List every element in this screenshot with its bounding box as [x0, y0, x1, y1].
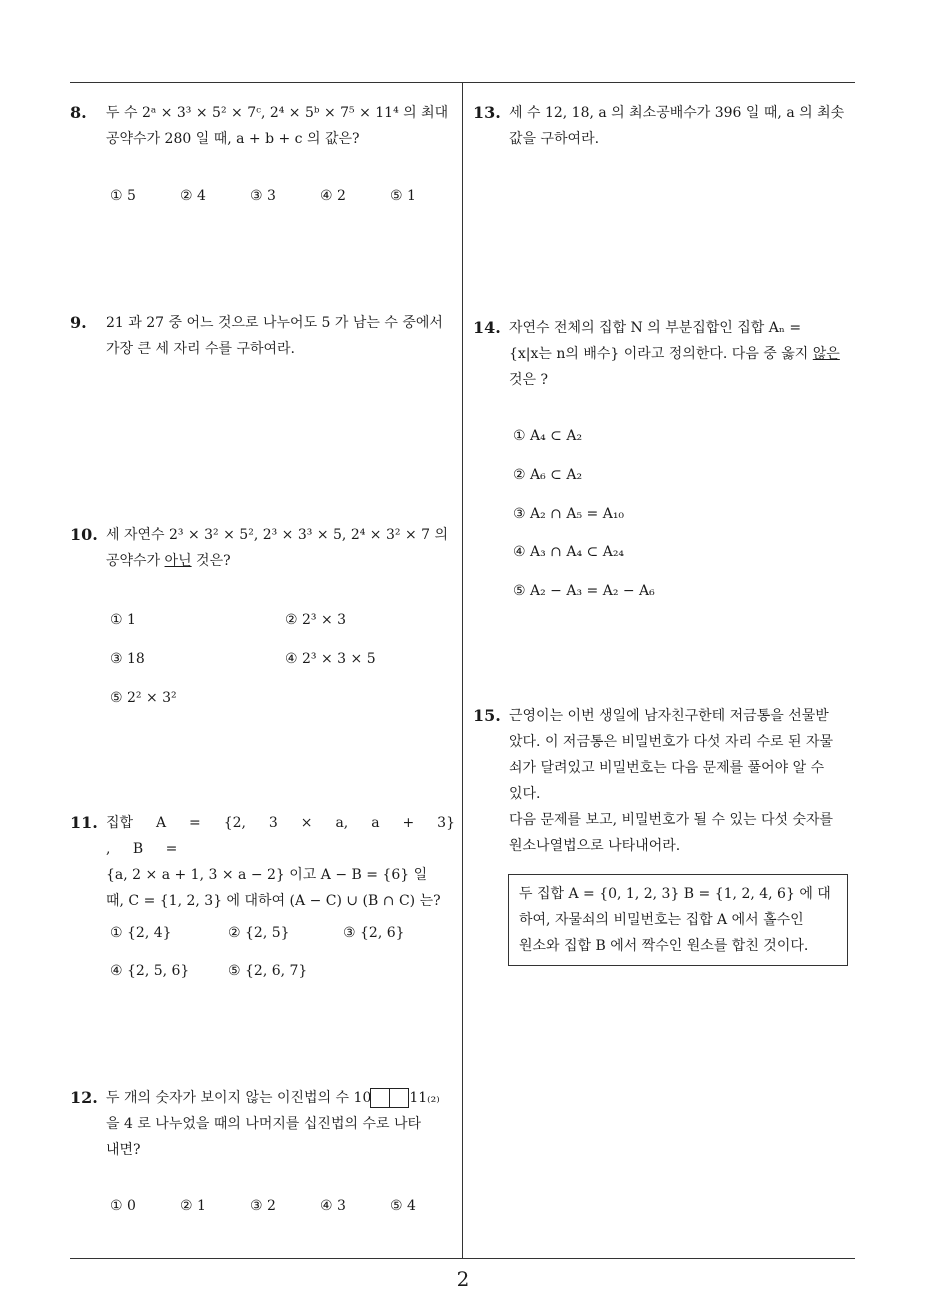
option-3[interactable]: ③ A₂ ∩ A₅ = A₁₀: [513, 506, 625, 522]
question-14: [473, 315, 858, 393]
option-4[interactable]: ④ {2, 5, 6}: [110, 963, 190, 979]
question-number: 9.: [70, 313, 87, 332]
option-1[interactable]: ① 5: [110, 188, 136, 204]
option-4[interactable]: ④ 3: [320, 1198, 346, 1214]
box-text-line: 하여, 자물쇠의 비밀번호는 집합 A 에서 홀수인: [519, 912, 804, 928]
option-4[interactable]: ④ 2: [320, 188, 346, 204]
option-2[interactable]: ② 1: [180, 1198, 206, 1214]
text-span: 11₍₂₎: [409, 1090, 440, 1106]
underlined-word: 않은: [812, 346, 840, 362]
question-number: 8.: [70, 103, 87, 122]
option-2[interactable]: ② 2³ × 3: [285, 612, 347, 628]
box-text-line: 원소와 집합 B 에서 짝수인 원소를 합친 것이다.: [519, 938, 809, 954]
question-15: [473, 703, 858, 859]
question-text-line: 았다. 이 저금통은 비밀번호가 다섯 자리 수로 된 자물: [509, 734, 834, 750]
option-5[interactable]: ⑤ 2² × 3²: [110, 690, 177, 706]
question-9: [70, 310, 455, 362]
option-1[interactable]: ① {2, 4}: [110, 925, 172, 941]
option-1[interactable]: ① 0: [110, 1198, 136, 1214]
question-text-line: 다음 문제를 보고, 비밀번호가 될 수 있는 다섯 숫자를: [509, 812, 834, 828]
option-5[interactable]: ⑤ A₂ − A₃ = A₂ − A₆: [513, 583, 655, 599]
question-text-line: 내면?: [106, 1142, 141, 1158]
option-1[interactable]: ① A₄ ⊂ A₂: [513, 428, 583, 444]
option-3[interactable]: ③ 2: [250, 1198, 276, 1214]
problem-box: [508, 874, 848, 966]
question-text-line: 세 자연수 2³ × 3² × 5², 2³ × 3³ × 5, 2⁴ × 3² × 7 의: [106, 527, 449, 543]
option-5[interactable]: ⑤ {2, 6, 7}: [228, 963, 308, 979]
question-text-line: 근영이는 이번 생일에 남자친구한테 저금통을 선물받: [509, 708, 829, 724]
question-text-line: 값을 구하여라.: [509, 131, 600, 147]
question-number: 13.: [473, 103, 501, 122]
question-number: 14.: [473, 318, 501, 337]
question-text-line: 자연수 전체의 집합 N 의 부분집합인 집합 Aₙ =: [509, 320, 802, 336]
blank-box: [389, 1088, 409, 1108]
question-number: 11.: [70, 813, 98, 832]
question-number: 10.: [70, 525, 98, 544]
question-text-line: [106, 1085, 455, 1111]
question-text-line: [509, 341, 858, 367]
option-2[interactable]: ② {2, 5}: [228, 925, 290, 941]
box-text-line: 두 집합 A = {0, 1, 2, 3} B = {1, 2, 4, 6} 에 대: [519, 886, 831, 902]
question-text-line: 때, C = {1, 2, 3} 에 대하여 (A − C) ∪ (B ∩ C) 는?: [106, 893, 441, 909]
page-number: 2: [456, 1267, 470, 1291]
option-2[interactable]: ② 4: [180, 188, 206, 204]
question-text-line: 원소나열법으로 나타내어라.: [509, 838, 681, 854]
question-text-line: 쇠가 달려있고 비밀번호는 다음 문제를 풀어야 알 수: [509, 760, 825, 776]
option-3[interactable]: ③ {2, 6}: [343, 925, 405, 941]
question-text-line: {a, 2 × a + 1, 3 × a − 2} 이고 A − B = {6} 일: [106, 867, 428, 883]
question-text-line: 21 과 27 중 어느 것으로 나누어도 5 가 남는 수 중에서: [106, 315, 443, 331]
question-11: [70, 810, 455, 914]
question-text-line: 을 4 로 나누었을 때의 나머지를 십진법의 수로 나타: [106, 1116, 421, 1132]
question-10: [70, 522, 455, 574]
option-1[interactable]: ① 1: [110, 612, 136, 628]
question-text-line: 세 수 12, 18, a 의 최소공배수가 396 일 때, a 의 최솟: [509, 105, 845, 121]
option-5[interactable]: ⑤ 1: [390, 188, 416, 204]
text-span: {x|x는 n의 배수} 이라고 정의한다. 다음 중 옳지: [509, 346, 813, 362]
column-divider: [462, 82, 463, 1259]
underlined-word: 아닌: [164, 553, 192, 569]
question-number: 15.: [473, 706, 501, 725]
question-text-line: 집합 A = {2, 3 × a, a + 3} , B =: [106, 815, 455, 857]
text-span: 공약수가: [106, 553, 165, 569]
blank-box: [370, 1088, 390, 1108]
option-4[interactable]: ④ 2³ × 3 × 5: [285, 651, 376, 667]
option-3[interactable]: ③ 18: [110, 651, 145, 667]
text-span: 두 개의 숫자가 보이지 않는 이진법의 수 10: [106, 1090, 372, 1106]
option-5[interactable]: ⑤ 4: [390, 1198, 416, 1214]
question-12: [70, 1085, 455, 1163]
question-text-line: 가장 큰 세 자리 수를 구하여라.: [106, 341, 295, 357]
question-text-line: 공약수가 280 일 때, a + b + c 의 값은?: [106, 131, 360, 147]
option-3[interactable]: ③ 3: [250, 188, 276, 204]
question-text-line: 두 수 2ᵃ × 3³ × 5² × 7ᶜ, 2⁴ × 5ᵇ × 7⁵ × 11⁴ 의 최대: [106, 105, 449, 121]
text-span: 것은?: [191, 553, 231, 569]
option-4[interactable]: ④ A₃ ∩ A₄ ⊂ A₂₄: [513, 544, 625, 560]
option-2[interactable]: ② A₆ ⊂ A₂: [513, 467, 583, 483]
question-text-line: 것은 ?: [509, 372, 549, 388]
question-number: 12.: [70, 1088, 98, 1107]
question-13: [473, 100, 858, 152]
question-8: [70, 100, 455, 152]
question-text-line: 있다.: [509, 786, 541, 802]
question-text-line: [106, 548, 455, 574]
